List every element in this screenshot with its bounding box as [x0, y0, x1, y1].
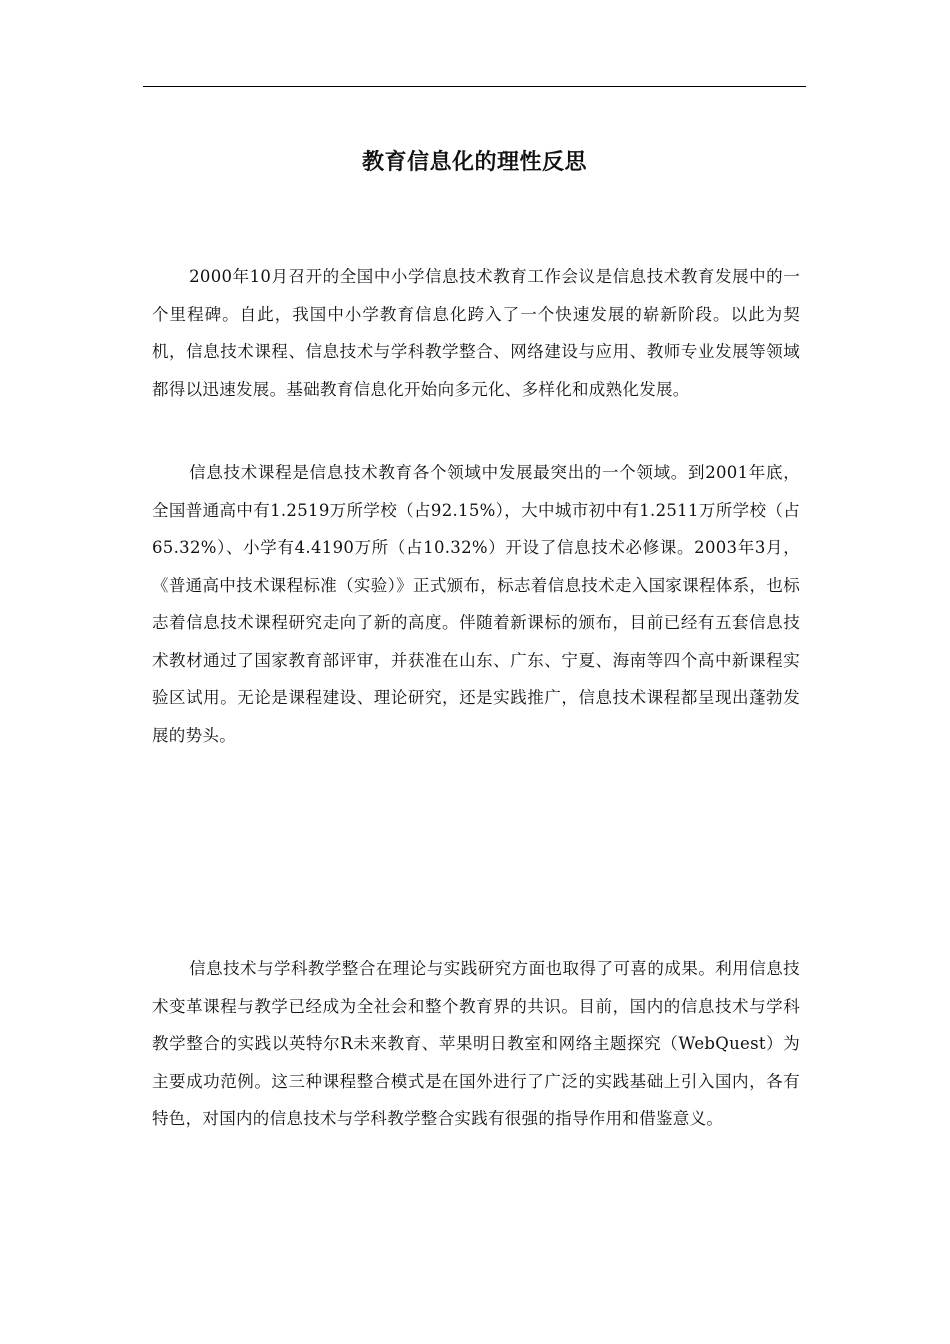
- paragraph-1: 2000年10月召开的全国中小学信息技术教育工作会议是信息技术教育发展中的一个里程碑。自此，我国中小学教育信息化跨入了一个快速发展的崭新阶段。以此为契机，信息技术课程、信息技术与学科教学整合、网络建设与应用、教师专业发展等领域都得以迅速发展。基础教育信息化开始向多元化、多样化和成熟化发展。: [152, 267, 800, 399]
- paragraph-3: 信息技术与学科教学整合在理论与实践研究方面也取得了可喜的成果。利用信息技术变革课程与教学已经成为全社会和整个教育界的共识。目前，国内的信息技术与学科教学整合的实践以英特尔R未来教育、苹果明日教室和网络主题探究（WebQuest）为主要成功范例。这三种课程整合模式是在国外进行了广泛的实践基础上引入国内，各有特色，对国内的信息技术与学科教学整合实践有很强的指导作用和借鉴意义。: [152, 959, 800, 1128]
- header-rule: [143, 86, 806, 87]
- paragraph-2: 信息技术课程是信息技术教育各个领域中发展最突出的一个领域。到2001年底，全国普通高中有1.2519万所学校（占92.15%），大中城市初中有1.2511万所学校（占65.32%）、小学有4.4190万所（占10.32%）开设了信息技术必修课。2003年3月，《普通高中技术课程标准（实验）》正式颁布，标志着信息技术走入国家课程体系，也标志着信息技术课程研究走向了新的高度。伴随着新课标的颁布，目前已经有五套信息技术教材通过了国家教育部评审，并获准在山东、广东、宁夏、海南等四个高中新课程实验区试用。无论是课程建设、理论研究，还是实践推广，信息技术课程都呈现出蓬勃发展的势头。: [152, 463, 800, 745]
- document-title: 教育信息化的理性反思: [361, 150, 587, 175]
